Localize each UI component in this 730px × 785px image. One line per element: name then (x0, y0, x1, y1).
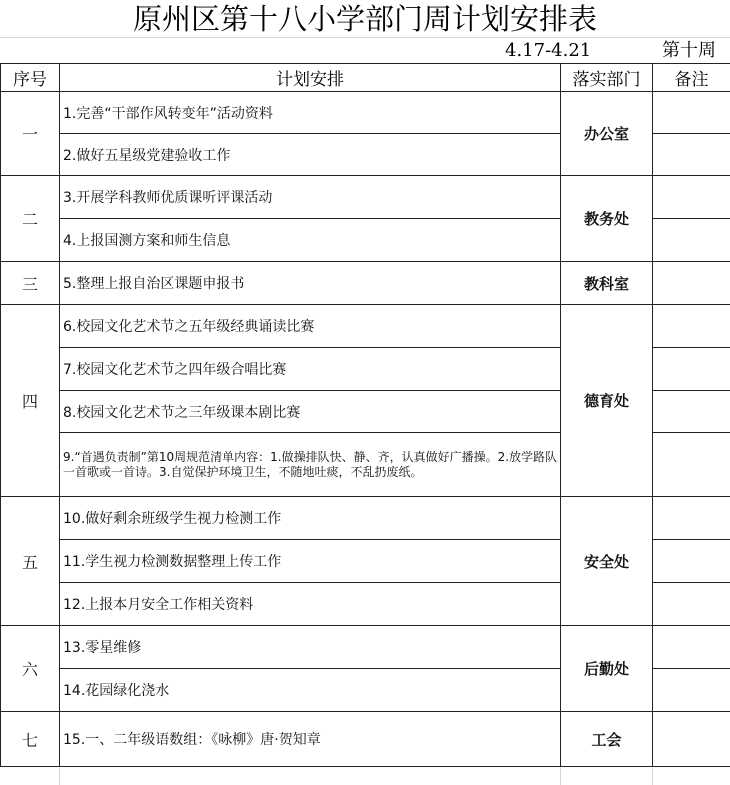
table-row (1, 626, 730, 669)
week-label: 第十周 (662, 38, 716, 64)
note-cell[interactable] (653, 348, 730, 391)
seq-cell[interactable]: 四 (1, 305, 60, 497)
plan-item-cell[interactable]: 2.做好五星级党建验收工作 (60, 134, 561, 176)
note-cell[interactable] (653, 92, 730, 134)
dept-cell[interactable]: 后勤处 (561, 626, 653, 712)
note-cell[interactable] (653, 262, 730, 305)
seq-cell[interactable]: 一 (1, 92, 60, 176)
plan-item-cell[interactable]: 6.校园文化艺术节之五年级经典诵读比赛 (60, 305, 561, 348)
note-cell[interactable] (653, 583, 730, 626)
note-cell[interactable] (653, 540, 730, 583)
plan-item-cell[interactable]: 5.整理上报自治区课题申报书 (60, 262, 561, 305)
note-cell[interactable] (653, 176, 730, 219)
table-row (1, 305, 730, 348)
empty-row[interactable] (1, 767, 730, 785)
seq-cell[interactable]: 二 (1, 176, 60, 262)
note-cell[interactable] (653, 626, 730, 669)
empty-cell[interactable] (1, 767, 60, 785)
dept-cell[interactable]: 工会 (561, 712, 653, 767)
table-row (1, 92, 730, 134)
header-dept: 落实部门 (561, 64, 653, 92)
plan-item-cell[interactable]: 10.做好剩余班级学生视力检测工作 (60, 497, 561, 540)
header-note: 备注 (653, 64, 730, 92)
note-cell[interactable] (653, 305, 730, 348)
table-row (1, 176, 730, 219)
table-row (1, 712, 730, 767)
plan-item-cell[interactable]: 1.完善“干部作风转变年”活动资料 (60, 92, 561, 134)
date-row (0, 38, 730, 64)
dept-cell[interactable]: 办公室 (561, 92, 653, 176)
empty-cell[interactable] (60, 767, 561, 785)
plan-item-cell[interactable]: 3.开展学科教师优质课听评课活动 (60, 176, 561, 219)
plan-table (0, 63, 730, 785)
seq-cell[interactable]: 七 (1, 712, 60, 767)
header-plan: 计划安排 (60, 64, 561, 92)
seq-cell[interactable]: 五 (1, 497, 60, 626)
plan-item-cell[interactable]: 7.校园文化艺术节之四年级合唱比赛 (60, 348, 561, 391)
dept-cell[interactable]: 教科室 (561, 262, 653, 305)
plan-item-cell[interactable]: 13.零星维修 (60, 626, 561, 669)
empty-cell[interactable] (653, 767, 730, 785)
note-cell[interactable] (653, 712, 730, 767)
dept-cell[interactable]: 德育处 (561, 305, 653, 497)
plan-item-cell[interactable]: 4.上报国测方案和师生信息 (60, 219, 561, 262)
sheet-title: 原州区第十八小学部门周计划安排表 (0, 0, 730, 38)
plan-item-cell[interactable]: 15.一、二年级语数组：《咏柳》唐·贺知章 (60, 712, 561, 767)
dept-cell[interactable]: 安全处 (561, 497, 653, 626)
dept-cell[interactable]: 教务处 (561, 176, 653, 262)
empty-cell[interactable] (561, 767, 653, 785)
plan-item-cell[interactable]: 8.校园文化艺术节之三年级课本剧比赛 (60, 391, 561, 433)
note-cell[interactable] (653, 134, 730, 176)
date-range: 4.17-4.21 (505, 38, 591, 64)
table-row (1, 262, 730, 305)
note-cell[interactable] (653, 433, 730, 497)
plan-item-cell[interactable]: 9.“首遇负责制”第10周规范清单内容：1.做操排队快、静、齐，认真做好广播操。2.放学路队一首歌或一首诗。3.自觉保护环境卫生，不随地吐痰，不乱扔废纸。 (60, 433, 561, 497)
seq-cell[interactable]: 六 (1, 626, 60, 712)
note-cell[interactable] (653, 669, 730, 712)
table-row (1, 497, 730, 540)
note-cell[interactable] (653, 391, 730, 433)
plan-item-cell[interactable]: 14.花园绿化浇水 (60, 669, 561, 712)
plan-item-cell[interactable]: 11.学生视力检测数据整理上传工作 (60, 540, 561, 583)
note-cell[interactable] (653, 219, 730, 262)
plan-item-cell[interactable]: 12.上报本月安全工作相关资料 (60, 583, 561, 626)
note-cell[interactable] (653, 497, 730, 540)
header-seq: 序号 (1, 64, 60, 92)
seq-cell[interactable]: 三 (1, 262, 60, 305)
